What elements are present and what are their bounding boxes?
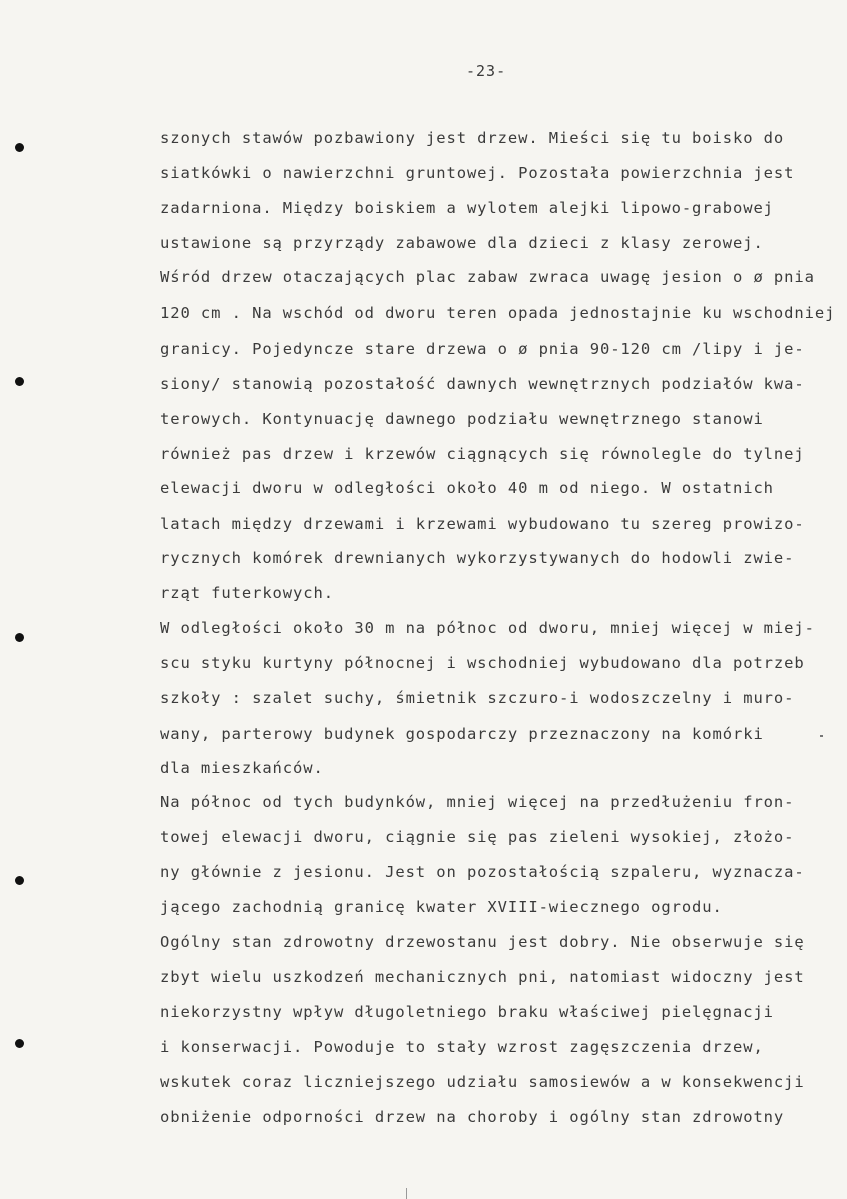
text-line: elewacji dworu w odległości około 40 m od niego. W ostatnich xyxy=(160,479,774,497)
text-line: Wśród drzew otaczających plac zabaw zwraca uwagę jesion o ø pnia xyxy=(160,268,815,286)
text-line: Ogólny stan zdrowotny drzewostanu jest dobry. Nie obserwuje się xyxy=(160,933,805,951)
punch-hole-mark xyxy=(15,633,24,642)
text-line: szkoły : szalet suchy, śmietnik szczuro-i wodoszczelny i muro- xyxy=(160,689,795,707)
text-line: 120 cm . Na wschód od dworu teren opada jednostajnie ku wschodniej xyxy=(160,304,836,322)
text-line: scu styku kurtyny północnej i wschodniej wybudowano dla potrzeb xyxy=(160,654,805,672)
text-line: szonych stawów pozbawiony jest drzew. Mieści się tu boisko do xyxy=(160,129,785,147)
text-line: wskutek coraz liczniejszego udziału samosiewów a w konsekwencji xyxy=(160,1073,805,1091)
text-line: zadarniona. Między boiskiem a wylotem alejki lipowo-grabowej xyxy=(160,199,774,217)
text-line: W odległości około 30 m na północ od dworu, mniej więcej w miej- xyxy=(160,619,815,637)
text-line: ny głównie z jesionu. Jest on pozostałością szpaleru, wyznacza- xyxy=(160,863,805,881)
text-line: jącego zachodnią granicę kwater XVIII-wiecznego ogrodu. xyxy=(160,898,723,916)
text-line: ustawione są przyrządy zabawowe dla dzieci z klasy zerowej. xyxy=(160,234,764,252)
text-line: siony/ stanowią pozostałość dawnych wewnętrznych podziałów kwa- xyxy=(160,375,805,393)
text-line: wany, parterowy budynek gospodarczy przeznaczony na komórki xyxy=(160,725,764,743)
punch-hole-mark xyxy=(15,377,24,386)
text-line: obniżenie odporności drzew na choroby i ogólny stan zdrowotny xyxy=(160,1108,785,1126)
fold-mark xyxy=(406,1188,407,1199)
text-line: dla mieszkańców. xyxy=(160,759,324,777)
text-line: siatkówki o nawierzchni gruntowej. Pozostała powierzchnia jest xyxy=(160,164,795,182)
text-line: terowych. Kontynuację dawnego podziału wewnętrznego stanowi xyxy=(160,410,764,428)
text-line: granicy. Pojedyncze stare drzewa o ø pnia 90-120 cm /lipy i je- xyxy=(160,340,805,358)
text-line: i konserwacji. Powoduje to stały wzrost zagęszczenia drzew, xyxy=(160,1038,764,1056)
text-line: rząt futerkowych. xyxy=(160,584,334,602)
punch-hole-mark xyxy=(15,1039,24,1048)
punch-hole-mark xyxy=(15,876,24,885)
page-number: -23- xyxy=(466,62,507,80)
punch-hole-mark xyxy=(15,143,24,152)
text-line: latach między drzewami i krzewami wybudowano tu szereg prowizo- xyxy=(160,515,805,533)
text-line: towej elewacji dworu, ciągnie się pas zieleni wysokiej, złożo- xyxy=(160,828,795,846)
text-line: Na północ od tych budynków, mniej więcej na przedłużeniu fron- xyxy=(160,793,795,811)
text-line: również pas drzew i krzewów ciągnących się równolegle do tylnej xyxy=(160,445,805,463)
text-line: niekorzystny wpływ długoletniego braku właściwej pielęgnacji xyxy=(160,1003,774,1021)
text-line: zbyt wielu uszkodzeń mechanicznych pni, natomiast widoczny jest xyxy=(160,968,805,986)
text-line: rycznych komórek drewnianych wykorzystywanych do hodowli zwie- xyxy=(160,549,795,567)
ink-speck xyxy=(820,735,823,737)
